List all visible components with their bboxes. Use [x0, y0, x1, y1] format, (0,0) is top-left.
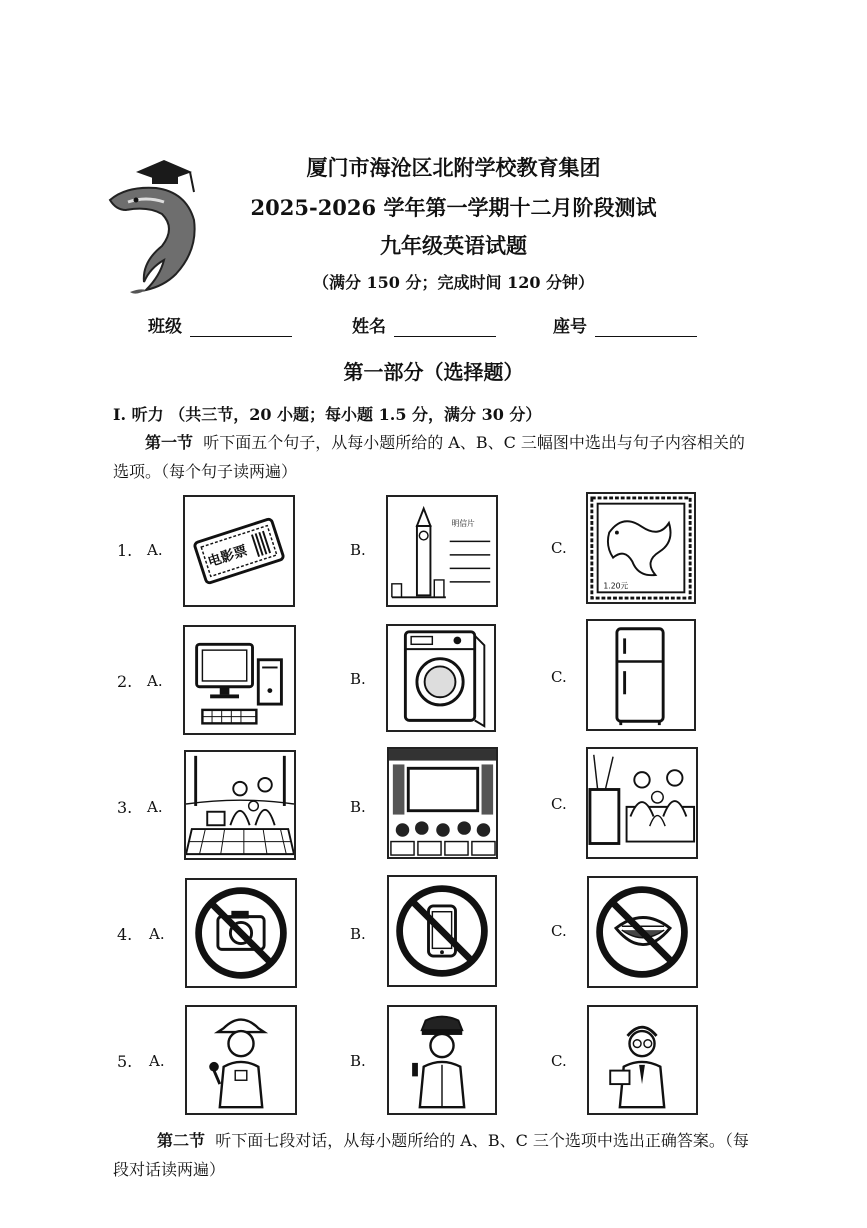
- q2-option-a-letter: A.: [147, 672, 163, 690]
- fridge-icon: [588, 621, 694, 729]
- q5-option-b-image[interactable]: [387, 1005, 497, 1115]
- school-name: 厦门市海沧区北附学校教育集团: [306, 155, 601, 180]
- section2-instructions: [113, 1126, 753, 1184]
- q4-option-c-letter: C.: [551, 922, 567, 940]
- q3-option-a-image[interactable]: [184, 750, 296, 860]
- class-label: 班级: [148, 317, 182, 337]
- seat-blank[interactable]: [595, 318, 697, 337]
- postcard-text: 明信片: [451, 518, 475, 528]
- q5-option-a-letter: A.: [149, 1052, 165, 1070]
- exam-score-time: （满分 150 分；完成时间 120 分钟）: [312, 273, 595, 292]
- q1-option-a-image[interactable]: [183, 495, 295, 607]
- cinema-icon: [389, 749, 496, 857]
- q4-option-c-image[interactable]: [587, 876, 698, 988]
- no-phone-icon: [389, 877, 495, 985]
- name-label: 姓名: [352, 317, 386, 337]
- exam-subject: 九年级英语试题: [380, 233, 527, 258]
- movie-ticket-icon: [185, 497, 293, 605]
- picnic-icon: [186, 752, 294, 858]
- class-field: [148, 312, 292, 337]
- q4-option-a-letter: A.: [149, 925, 165, 943]
- listening-heading-num: I.: [113, 405, 127, 424]
- q2-option-b-letter: B.: [350, 670, 366, 688]
- stamp-price: 1.20元: [603, 581, 629, 591]
- q5-option-c-letter: C.: [551, 1052, 567, 1070]
- question-4-number: 4.: [117, 925, 133, 944]
- police-officer-icon: [389, 1007, 495, 1113]
- family-tv-icon: [588, 749, 696, 857]
- section1-instructions: [113, 428, 753, 486]
- question-1-number: 1.: [117, 541, 133, 560]
- ticket-text: 电影票: [205, 542, 250, 571]
- q1-option-c-image[interactable]: [586, 492, 696, 604]
- seat-field: [553, 312, 697, 337]
- postcard-big-ben-icon: [388, 497, 496, 605]
- q2-option-a-image[interactable]: [183, 625, 296, 735]
- q4-option-a-image[interactable]: [185, 878, 297, 988]
- question-5-number: 5.: [117, 1052, 133, 1071]
- section1-label: 第一节: [145, 433, 194, 452]
- q3-option-b-letter: B.: [350, 798, 366, 816]
- q1-option-b-letter: B.: [350, 541, 366, 559]
- name-blank[interactable]: [394, 318, 496, 337]
- q4-option-b-image[interactable]: [387, 875, 497, 987]
- q2-option-c-letter: C.: [551, 668, 567, 686]
- question-3-number: 3.: [117, 798, 133, 817]
- no-camera-icon: [187, 880, 295, 986]
- class-blank[interactable]: [190, 318, 292, 337]
- q3-option-c-image[interactable]: [586, 747, 698, 859]
- part-title: 第一部分（选择题）: [343, 360, 524, 384]
- q4-option-b-letter: B.: [350, 925, 366, 943]
- dragon-stamp-icon: [588, 494, 694, 602]
- section2-label: 第二节: [157, 1131, 206, 1150]
- q1-option-a-letter: A.: [147, 541, 163, 559]
- q1-option-b-image[interactable]: [386, 495, 498, 607]
- seat-label: 座号: [553, 317, 587, 337]
- reporter-icon: [187, 1007, 295, 1113]
- q1-option-c-letter: C.: [551, 539, 567, 557]
- name-field: [352, 312, 496, 337]
- q5-option-c-image[interactable]: [587, 1005, 698, 1115]
- washing-machine-icon: [388, 626, 494, 730]
- exam-term: 2025-2026 学年第一学期十二月阶段测试: [250, 195, 657, 220]
- q2-option-b-image[interactable]: [386, 624, 496, 732]
- q2-option-c-image[interactable]: [586, 619, 696, 731]
- teacher-icon: [589, 1007, 696, 1113]
- section1-text: 听下面五个句子，从每小题所给的 A、B、C 三幅图中选出与句子内容相关的选项。（每个句子读两遍）: [113, 433, 745, 481]
- q5-option-b-letter: B.: [350, 1052, 366, 1070]
- q5-option-a-image[interactable]: [185, 1005, 297, 1115]
- listening-heading-text: 听力 （共三节，20 小题；每小题 1.5 分，满分 30 分）: [131, 405, 542, 424]
- q3-option-b-image[interactable]: [387, 747, 498, 859]
- no-talking-icon: [589, 878, 696, 986]
- listening-heading: [113, 402, 541, 425]
- q3-option-a-letter: A.: [147, 798, 163, 816]
- q3-option-c-letter: C.: [551, 795, 567, 813]
- section2-text: 听下面七段对话，从每小题所给的 A、B、C 三个选项中选出正确答案。（每段对话读两遍）: [113, 1131, 749, 1179]
- computer-icon: [185, 627, 294, 733]
- question-2-number: 2.: [117, 672, 133, 691]
